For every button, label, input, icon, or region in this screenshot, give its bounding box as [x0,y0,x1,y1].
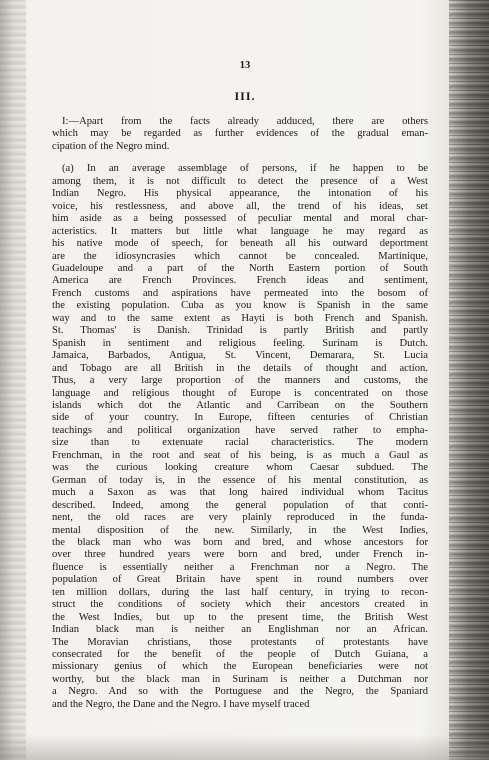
text-line: Jamaica, Barbados, Antigua, St. Vincent, Demarara, St. Lucia [52,350,428,362]
page-number: 13 [239,60,251,71]
text-line: and the Negro, the Dane and the Negro. I have myself traced [52,698,310,710]
text-line: Frenchman, in the root and seat of his being, is as much a Gaul as [52,449,428,461]
text-line: French customs and aspirations have permeated into the bosom of [52,287,428,299]
text-line: German of today is, in the essence of his mental constitution, as [52,474,428,486]
text-line: way and to the same extent as Hayti is both French and Spanish. [52,312,428,324]
text-line: The Moravian christians, those protestants of protestants have [52,636,428,648]
text-line: population of Great Britain have spent in round numbers over [52,574,428,586]
text-line: Indian Negro. His physical appearance, the intonation of his [52,188,428,200]
text-line: fluence is essentially neither a Frenchman nor a Negro. The [52,561,428,573]
text-line: cipation of the Negro mind. [52,140,170,152]
text-line: mental disposition of the new. Similarly, in the West Indies, [52,524,428,536]
text-line: acteristics. It matters but little what language he may regard as [52,225,428,237]
text-line: the black man who was born and bred, and whose ancestors for [52,536,428,548]
text-line: Guadeloupe and a part of the North Eastern portion of South [52,262,428,274]
text-line: over three hundred years were born and bred, under French in- [52,549,428,561]
text-line: a Negro. And so with the Portuguese and the Negro, the Spaniard [52,686,428,698]
text-line: language and religious thought of Europe is concentrated on those [52,387,428,399]
text-line: side of your country. In Europe, fifteen centuries of Christian [52,412,428,424]
text-line: Spanish in sentiment and religious feeling. Surinam is Dutch. [52,337,428,349]
right-book-edge [449,0,489,760]
text-line: consecrated for the benefit of the people of Dutch Guiana, a [52,649,428,661]
chapter-heading: III. [234,89,256,103]
text-line: the West Indies, but up to the present time, the British West [52,611,428,623]
text-line: (a) In an average assemblage of persons, if he happen to be [62,163,428,175]
left-page-edge [0,0,26,760]
text-line: ten million dollars, during the last half century, in trying to recon- [52,586,428,598]
text-line: much a Saxon as was that long haired individual whom Tacitus [52,487,428,499]
text-line: teachings and political organization have served rather to empha- [52,424,428,436]
text-line: among them, it is not difficult to detect the presence of a West [52,175,428,187]
text-line: islands which dot the Atlantic and Carribean on the Southern [52,399,428,411]
text-line: Thus, a very large proportion of the manners and customs, the [52,375,428,387]
text-line: I:—Apart from the facts already adduced, there are others [62,116,428,127]
text-line: the existing population. Cuba as you know is Spanish in the same [52,300,428,312]
text-line: St. Thomas' is Danish. Trinidad is partly British and partly [52,325,428,337]
text-line: size than to extenuate racial characteristics. The modern [52,437,428,449]
text-line: worthy, but the black man in Surinam is neither a Dutchman nor [52,673,428,685]
paragraph-section-a [52,163,428,711]
text-line: are the idiosyncrasies which cannot be concealed. Martinique, [52,250,428,262]
document-page [52,60,428,750]
text-line: him aside as a being possessed of peculiar mental and moral char- [52,213,428,225]
text-line: Indian black man is neither an Englishman nor an African. [52,624,428,636]
text-line: struct the conditions of society which their ancestors created in [52,599,428,611]
paragraph-intro [52,116,428,153]
text-line: nent, the old races are very plainly reproduced in the funda- [52,512,428,524]
text-line: described. Indeed, among the general population of that conti- [52,499,428,511]
text-line: was the curious looking creature whom Caesar subdued. The [52,462,428,474]
text-line: his native mode of speech, for beneath all his outward deportment [52,238,428,250]
text-line: and Tobago are all British in the details of thought and action. [52,362,428,374]
text-line: missionary genius of which the European beneficiaries were not [52,661,428,673]
text-line: which may be regarded as further evidences of the gradual eman- [52,128,428,140]
text-line: America are French Provinces. French ideas and sentiment, [52,275,428,287]
text-line: voice, his restlessness, and above all, the trend of his ideas, set [52,200,428,212]
